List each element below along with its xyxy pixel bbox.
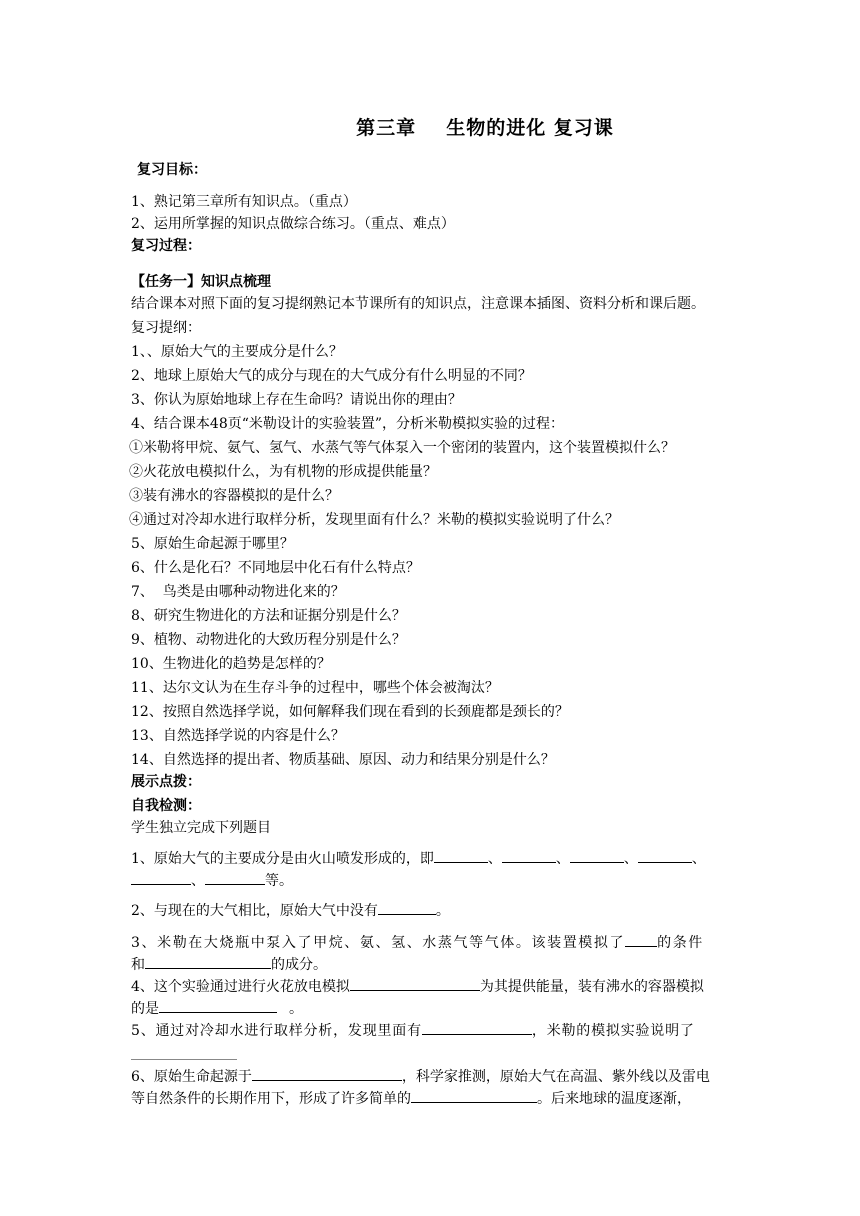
answer-blank[interactable] (411, 1088, 537, 1103)
outline-question: 1、、原始大气的主要成分是什么？ (131, 344, 343, 360)
answer-blank[interactable] (502, 848, 556, 863)
chapter-label: 第三章 (356, 117, 417, 139)
goals-heading: 复习目标： (137, 162, 207, 178)
outline-question: 2、地球上原始大气的成分与现在的大气成分有什么明显的不同？ (131, 368, 532, 384)
chapter-topic: 生物的进化 复习课 (446, 117, 614, 139)
goal-item: 2、运用所掌握的知识点做综合练习。（重点、难点） (131, 216, 455, 232)
self-test-question-3-cont: 和 的成分。 (131, 954, 327, 975)
outline-question: 8、研究生物进化的方法和证据分别是什么？ (131, 608, 406, 624)
answer-blank[interactable] (350, 976, 480, 991)
task1-heading: 【任务一】知识点梳理 (131, 274, 271, 290)
self-test-intro: 学生独立完成下列题目 (131, 820, 271, 836)
self-test-heading: 自我检测： (131, 798, 201, 814)
answer-blank[interactable] (131, 870, 191, 885)
goal-item: 1、熟记第三章所有知识点。（重点） (131, 194, 357, 210)
answer-blank[interactable] (422, 1020, 532, 1035)
outline-question: 12、按照自然选择学说，如何解释我们现在看到的长颈鹿都是颈长的？ (131, 704, 569, 720)
outline-question: ②火花放电模拟什么，为有机物的形成提供能量？ (129, 464, 437, 480)
self-test-question-1-cont: 、 等。 (131, 870, 293, 891)
outline-question: 14、自然选择的提出者、物质基础、原因、动力和结果分别是什么？ (131, 752, 555, 768)
answer-blank[interactable] (434, 848, 488, 863)
outline-question: 7、 鸟类是由哪种动物进化来的？ (131, 584, 345, 600)
outline-question: 10、生物进化的趋势是怎样的？ (131, 656, 331, 672)
answer-blank[interactable] (159, 998, 277, 1013)
answer-blank-line[interactable] (131, 1059, 237, 1060)
outline-question: ③装有沸水的容器模拟的是什么？ (129, 488, 339, 504)
answer-blank[interactable] (638, 848, 692, 863)
outline-question: 13、自然选择学说的内容是什么？ (131, 728, 345, 744)
self-test-question-4: 4、这个实验通过进行火花放电模拟 为其提供能量，装有沸水的容器模拟 (131, 976, 704, 997)
answer-blank[interactable] (145, 954, 271, 969)
self-test-question-6-cont: 等自然条件的长期作用下，形成了许多简单的 。后来地球的温度逐渐， (131, 1088, 691, 1109)
outline-question: ④通过对冷却水进行取样分析，发现里面有什么？米勒的模拟实验说明了什么？ (129, 512, 619, 528)
outline-question: 3、你认为原始地球上存在生命吗？请说出你的理由？ (131, 392, 462, 408)
outline-question: 4、结合课本48页“米勒设计的实验装置”，分析米勒模拟实验的过程： (131, 416, 565, 432)
page-title (0, 113, 860, 140)
outline-question: ①米勒将甲烷、氨气、氢气、水蒸气等气体泵入一个密闭的装置内，这个装置模拟什么？ (129, 440, 675, 456)
task1-intro: 结合课本对照下面的复习提纲熟记本节课所有的知识点，注意课本插图、资料分析和课后题。 (131, 296, 705, 312)
answer-blank[interactable] (570, 848, 624, 863)
self-test-question-1: 1、原始大气的主要成分是由火山喷发形成的，即 、 、 、 、 (131, 848, 706, 869)
outline-question: 11、达尔文认为在生存斗争的过程中，哪些个体会被淘汰？ (131, 680, 499, 696)
outline-question: 5、原始生命起源于哪里？ (131, 536, 294, 552)
outline-question: 9、植物、动物进化的大致历程分别是什么？ (131, 632, 406, 648)
outline-label: 复习提纲： (131, 320, 201, 336)
answer-blank[interactable] (205, 870, 265, 885)
self-test-question-3: 3、米勒在大烧瓶中泵入了甲烷、氨、氢、水蒸气等气体。该装置模拟了 的条件 (131, 932, 704, 953)
answer-blank[interactable] (625, 932, 657, 947)
self-test-question-5: 5、通过对冷却水进行取样分析，发现里面有 ，米勒的模拟实验说明了 (131, 1020, 695, 1041)
self-test-question-6: 6、原始生命起源于 ，科学家推测，原始大气在高温、紫外线以及雷电 (131, 1066, 710, 1087)
process-heading: 复习过程： (131, 238, 201, 254)
answer-blank[interactable] (378, 900, 436, 915)
outline-question: 6、什么是化石？不同地层中化石有什么特点？ (131, 560, 420, 576)
answer-blank[interactable] (252, 1066, 402, 1081)
display-heading: 展示点拨： (131, 774, 201, 790)
self-test-question-4-cont: 的是 。 (131, 998, 303, 1019)
self-test-question-2: 2、与现在的大气相比，原始大气中没有 。 (131, 900, 450, 921)
